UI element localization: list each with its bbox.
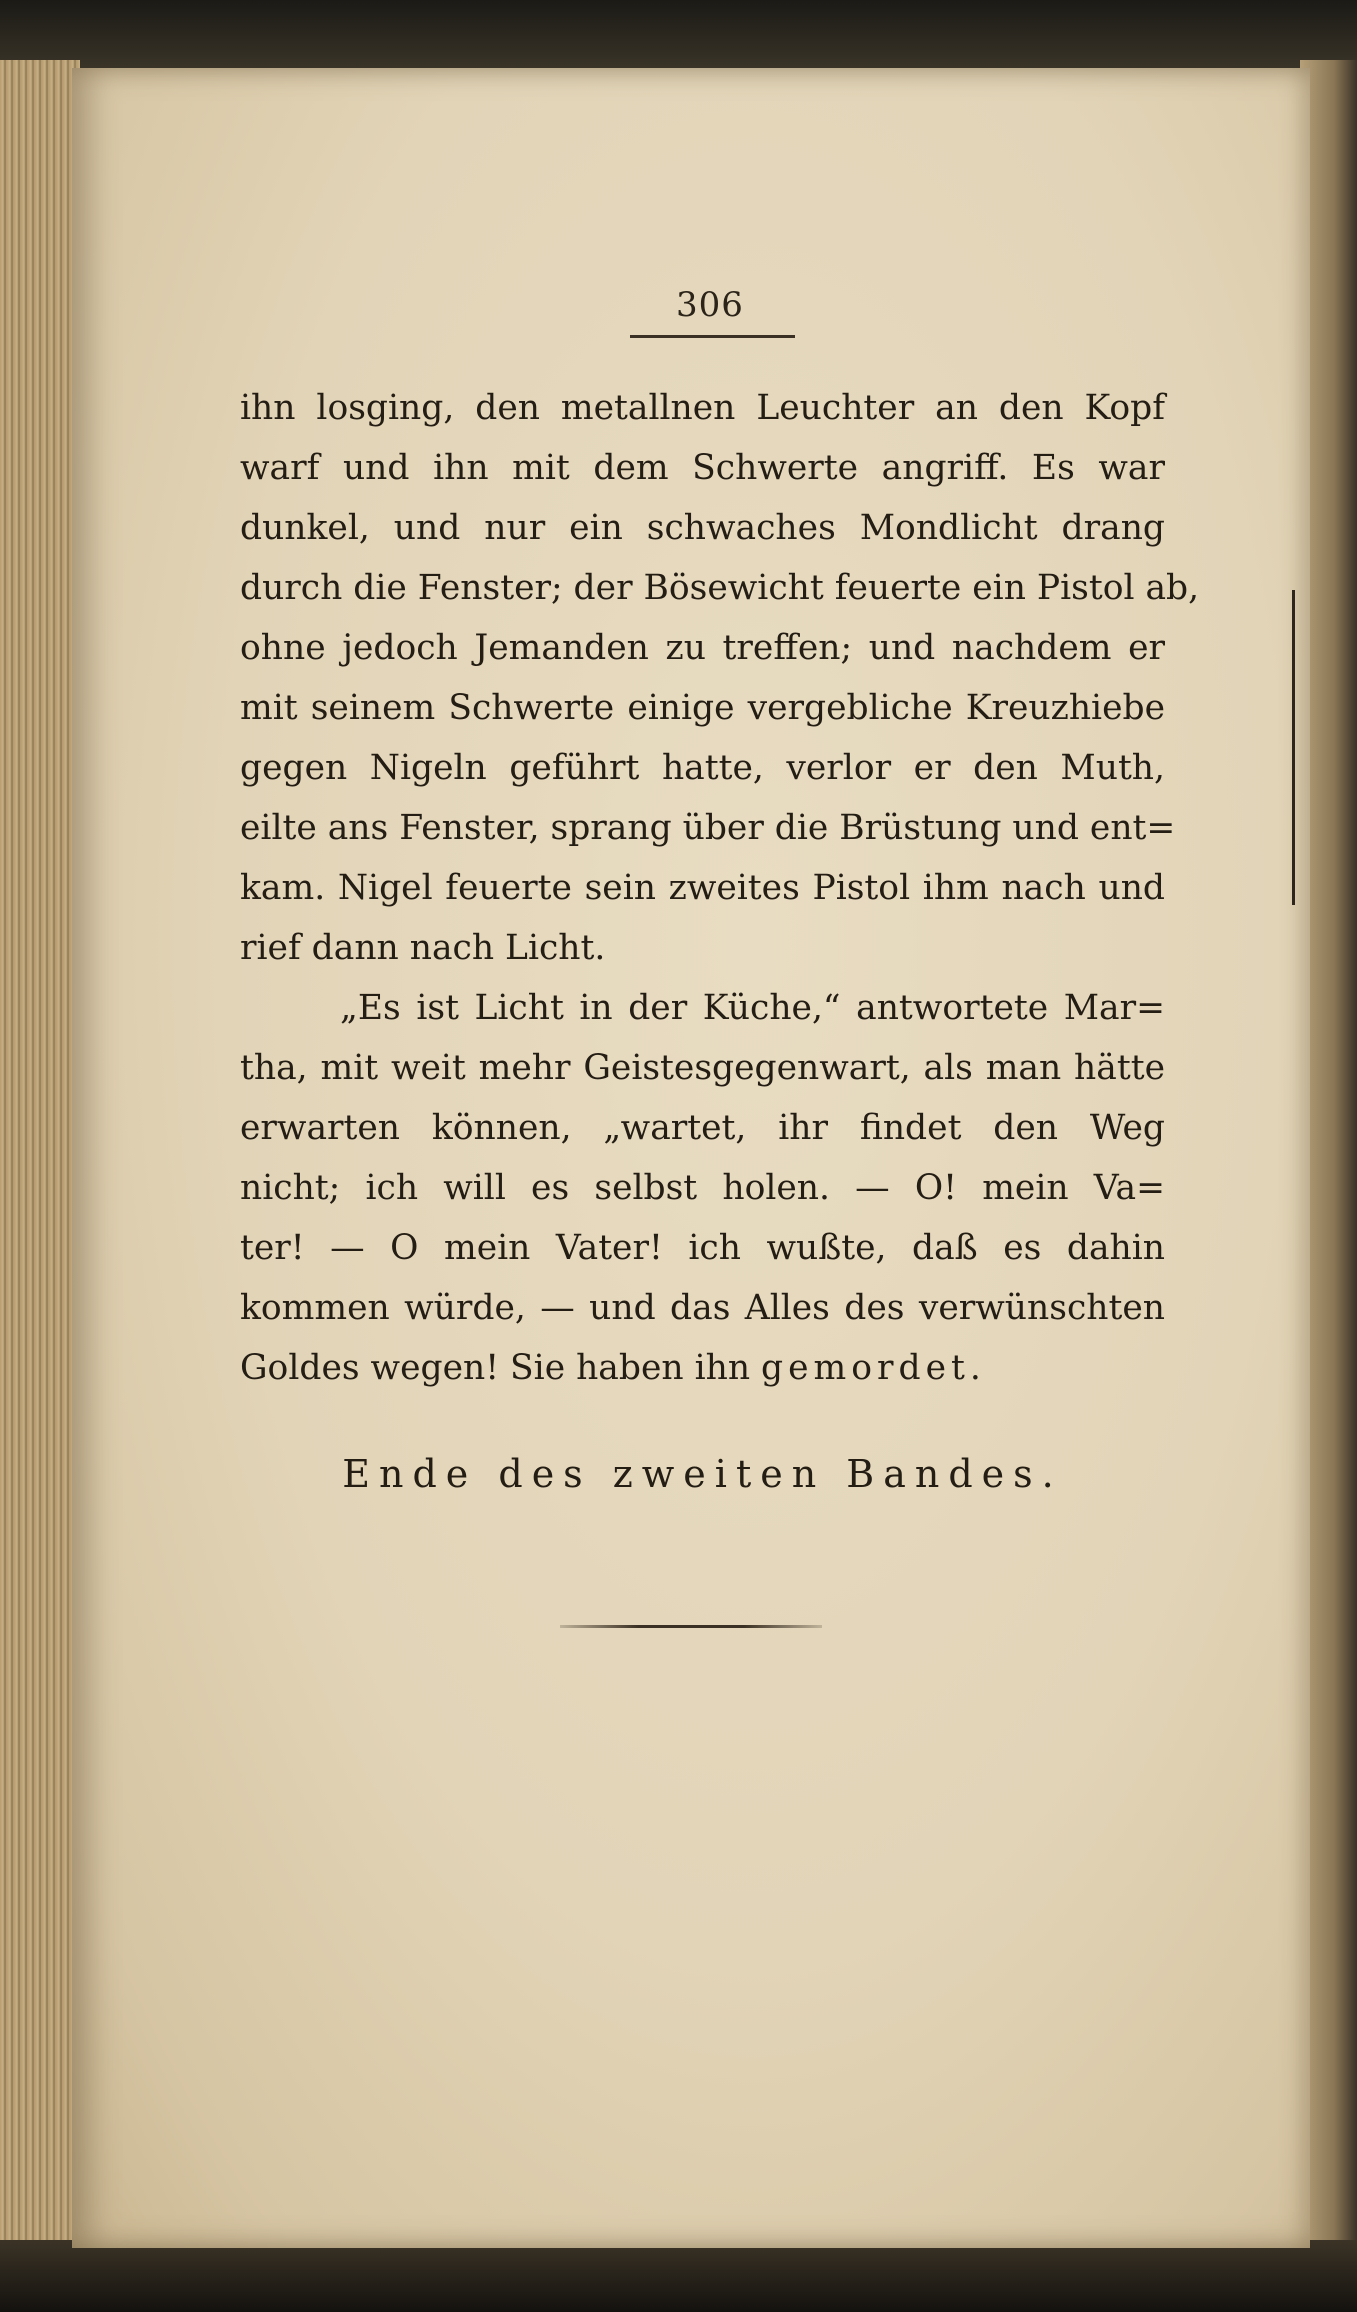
text-line: kommen würde, — und das Alles des verwünschten (240, 1288, 1165, 1328)
text-line: eilte ans Fenster, sprang über die Brüstung und ent= (240, 808, 1176, 848)
end-rule (560, 1625, 822, 1628)
end-of-volume-note: Ende des zweiten Bandes. (342, 1452, 1063, 1496)
page-number-rule (630, 335, 795, 338)
body-text (240, 378, 1200, 1398)
text-line: dunkel, und nur ein schwaches Mondlicht drang (240, 508, 1165, 548)
text-line: rief dann nach Licht. (240, 928, 606, 968)
margin-mark (1292, 590, 1295, 905)
text-line: mit seinem Schwerte einige vergebliche Kreuzhiebe (240, 688, 1165, 728)
text-line: tha, mit weit mehr Geistesgegenwart, als man hätte (240, 1048, 1165, 1088)
text-line: warf und ihn mit dem Schwerte angriff. Es war (240, 448, 1165, 488)
text-line: erwarten können, „wartet, ihr findet den Weg (240, 1108, 1165, 1148)
text-line: „Es ist Licht in der Küche,“ antwortete Mar= (340, 988, 1165, 1028)
book-top-edge (0, 0, 1357, 70)
text-line: ihn losging, den metallnen Leuchter an den Kopf (240, 388, 1165, 428)
text-line-final-start: Goldes wegen! Sie haben ihn (240, 1348, 751, 1388)
text-line: ter! — O mein Vater! ich wußte, daß es dahin (240, 1228, 1165, 1268)
text-line: durch die Fenster; der Bösewicht feuerte ein Pistol ab, (240, 568, 1200, 608)
page-stack-left (0, 60, 80, 2250)
page-number: 306 (676, 285, 744, 325)
text-line: kam. Nigel feuerte sein zweites Pistol ihm nach und (240, 868, 1165, 908)
text-line: gegen Nigeln geführt hatte, verlor er den Muth, (240, 748, 1165, 788)
text-line: nicht; ich will es selbst holen. — O! mein Va= (240, 1168, 1165, 1208)
emphasized-word: gemordet. (761, 1348, 986, 1388)
book-bottom-edge (0, 2240, 1357, 2312)
text-line-final (240, 1338, 1165, 1398)
text-line: ohne jedoch Jemanden zu treffen; und nachdem er (240, 628, 1165, 668)
